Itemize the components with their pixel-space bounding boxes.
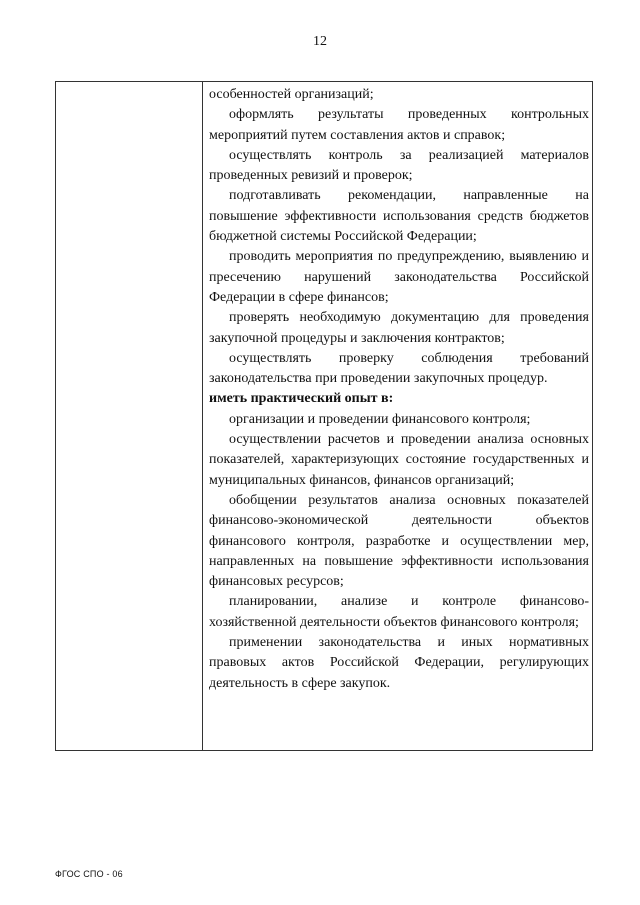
paragraph-item: оформлять результаты проведенных контрольных мероприятий путем составления актов и справок; — [209, 107, 589, 143]
standard-table — [55, 81, 593, 751]
page-number: 12 — [313, 34, 327, 49]
paragraph-item: подготавливать рекомендации, направленные на повышение эффективности использования средств бюджетов бюджетной системы Российской Федерации; — [209, 188, 589, 245]
paragraph-item: планировании, анализе и контроле финансово-хозяйственной деятельности объектов финансового контроля; — [209, 594, 589, 630]
column-divider — [202, 82, 203, 750]
paragraph-item: применении законодательства и иных нормативных правовых актов Российской Федерации, регулирующих деятельность в сфере закупок. — [209, 635, 589, 691]
paragraph-item: осуществлять контроль за реализацией материалов проведенных ревизий и проверок; — [209, 147, 589, 184]
paragraph-item: проводить мероприятия по предупреждению, выявлению и пресечению нарушений законодательства Российской Федерации в сфере финансов; — [209, 249, 589, 305]
paragraph-continuation: особенностей организаций; — [209, 87, 374, 102]
section-heading: иметь практический опыт в: — [209, 391, 394, 407]
footer-document-code: ФГОС СПО - 06 — [55, 869, 123, 879]
paragraph-item: обобщении результатов анализа основных показателей финансово-экономической деятельности объектов финансового контроля, разработке и осуществлении мер, направленных на повышение эффективности использования финансовых ресурсов; — [209, 492, 589, 590]
paragraph-item: осуществлении расчетов и проведении анализа основных показателей, характеризующих состояние государственных и муниципальных финансов, финансов организаций; — [209, 432, 589, 488]
paragraph-item: проверять необходимую документацию для проведения закупочной процедуры и заключения контрактов; — [209, 310, 589, 346]
paragraph-item: осуществлять проверку соблюдения требований законодательства при проведении закупочных процедур. — [209, 350, 589, 387]
paragraph-item: организации и проведении финансового контроля; — [229, 411, 531, 427]
requirements-cell — [209, 85, 589, 694]
